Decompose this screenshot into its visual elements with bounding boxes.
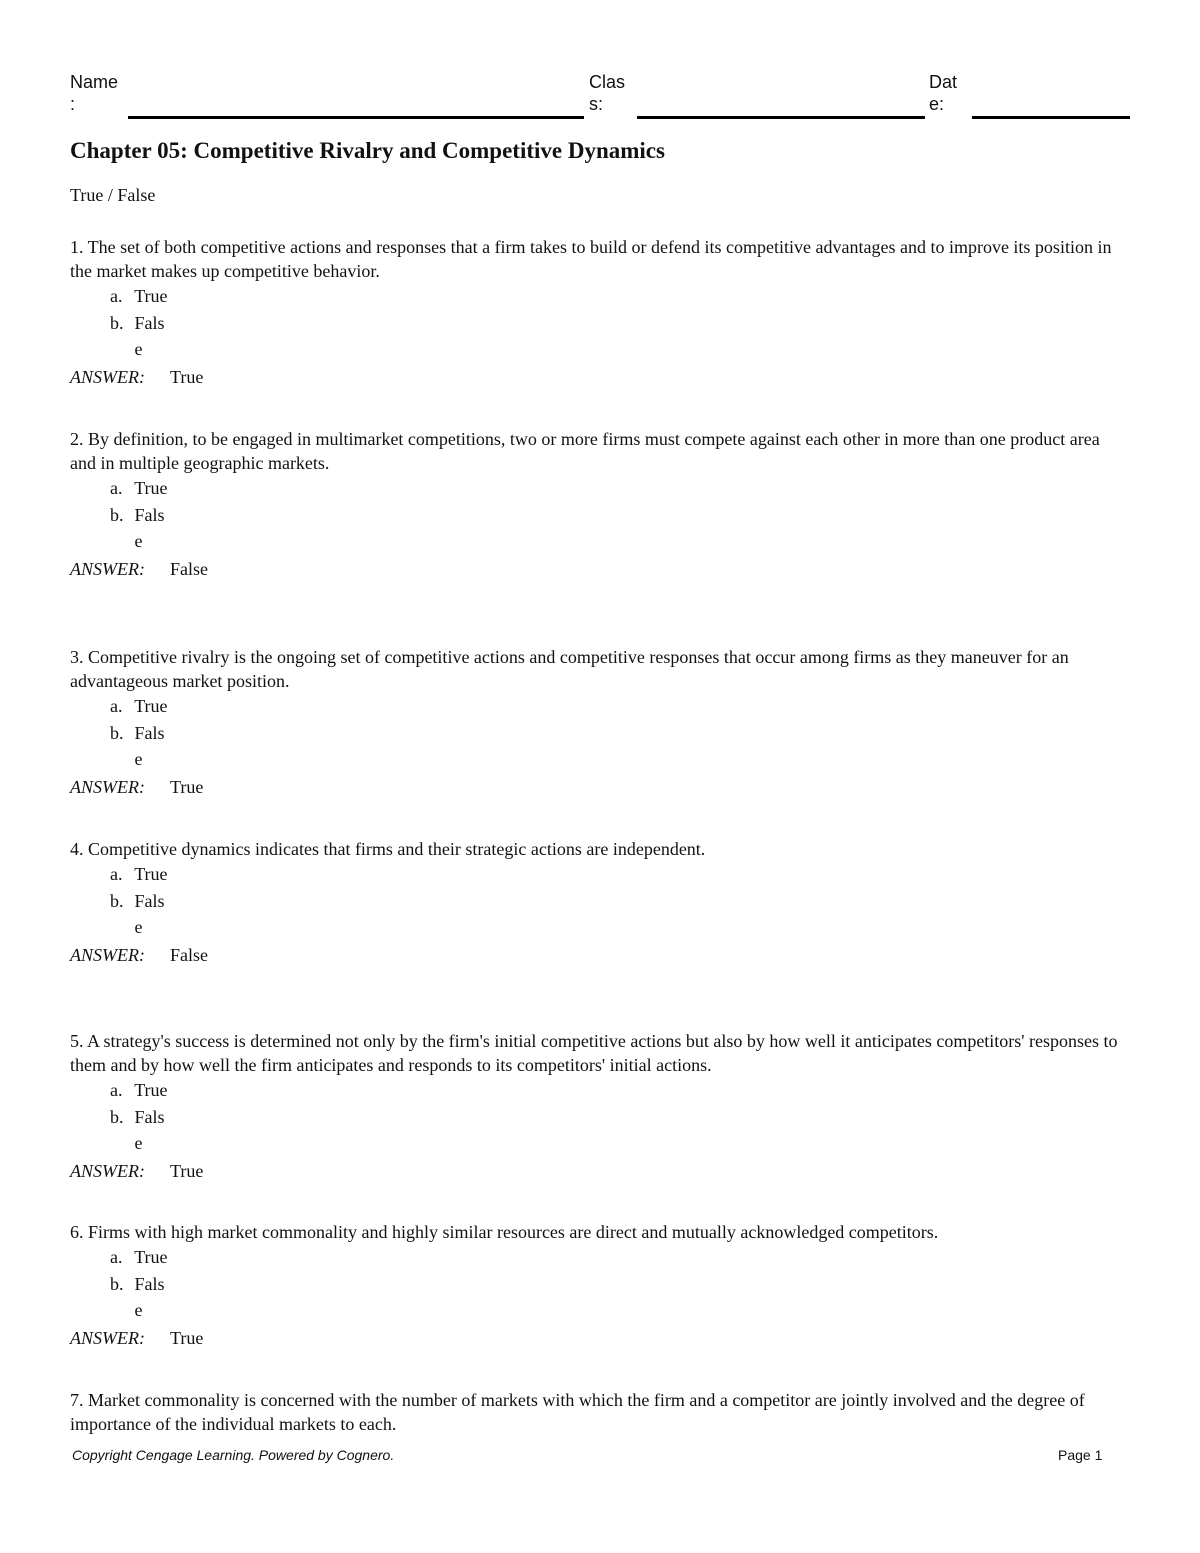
answer-value: True — [170, 1328, 204, 1348]
option-a: a. True — [110, 696, 168, 716]
question-text: 7. Market commonality is concerned with the number of markets with which the firm and a competitor are jointly involved and the degree of importance of the individual markets to each. — [70, 1390, 1085, 1434]
footer-copyright: Copyright Cengage Learning. Powered by Cognero. — [72, 1447, 395, 1463]
answer-line: ANSWER: False — [70, 942, 1130, 968]
question-text: 4. Competitive dynamics indicates that firms and their strategic actions are independent. — [70, 839, 706, 859]
question-text: 5. A strategy's success is determined not only by the firm's initial competitive actions but also by how well it anticipates competitors' responses to them and by how well the firm anticipates and responds to its competitors' initial actions. — [70, 1031, 1118, 1075]
answer-value: False — [170, 559, 208, 579]
date-field-line — [972, 116, 1130, 119]
question-3 — [70, 645, 1130, 800]
question-text: 3. Competitive rivalry is the ongoing set of competitive actions and competitive responses that occur among firms as they maneuver for an advantageous market position. — [70, 647, 1069, 691]
answer-line: ANSWER: False — [70, 556, 1130, 582]
class-field-line — [637, 116, 925, 119]
question-6 — [70, 1220, 1130, 1351]
question-4 — [70, 837, 1130, 968]
name-label: Name : — [70, 72, 119, 114]
question-text: 6. Firms with high market commonality and highly similar resources are direct and mutually acknowledged competitors. — [70, 1222, 939, 1242]
page-title: Chapter 05: Competitive Rivalry and Competitive Dynamics — [70, 138, 665, 163]
option-b: b. False — [110, 505, 165, 551]
answer-line: ANSWER: True — [70, 364, 1130, 390]
answer-line: ANSWER: True — [70, 1158, 1130, 1184]
question-1 — [70, 235, 1130, 390]
option-a: a. True — [110, 1080, 168, 1100]
option-a: a. True — [110, 478, 168, 498]
answer-value: True — [170, 1161, 204, 1181]
option-b: b. False — [110, 313, 165, 359]
answer-value: True — [170, 367, 204, 387]
name-field-line — [128, 116, 584, 119]
option-b: b. False — [110, 1274, 165, 1320]
answer-line: ANSWER: True — [70, 774, 1130, 800]
class-label: Clas s: — [589, 72, 626, 114]
page-number: Page 1 — [1058, 1447, 1103, 1463]
answer-value: True — [170, 777, 204, 797]
question-text: 1. The set of both competitive actions and responses that a firm takes to build or defend its competitive advantages and to improve its position in the market makes up competitive behavior. — [70, 237, 1112, 281]
section-heading: True / False — [70, 185, 156, 205]
question-7 — [70, 1388, 1130, 1436]
option-b: b. False — [110, 1107, 165, 1153]
option-a: a. True — [110, 1247, 168, 1267]
answer-value: False — [170, 945, 208, 965]
option-a: a. True — [110, 286, 168, 306]
question-5 — [70, 1029, 1130, 1184]
question-text: 2. By definition, to be engaged in multimarket competitions, two or more firms must compete against each other in more than one product area and in multiple geographic markets. — [70, 429, 1100, 473]
question-2 — [70, 427, 1130, 582]
date-label: Dat e: — [929, 72, 958, 114]
answer-line: ANSWER: True — [70, 1325, 1130, 1351]
option-b: b. False — [110, 891, 165, 937]
option-a: a. True — [110, 864, 168, 884]
option-b: b. False — [110, 723, 165, 769]
